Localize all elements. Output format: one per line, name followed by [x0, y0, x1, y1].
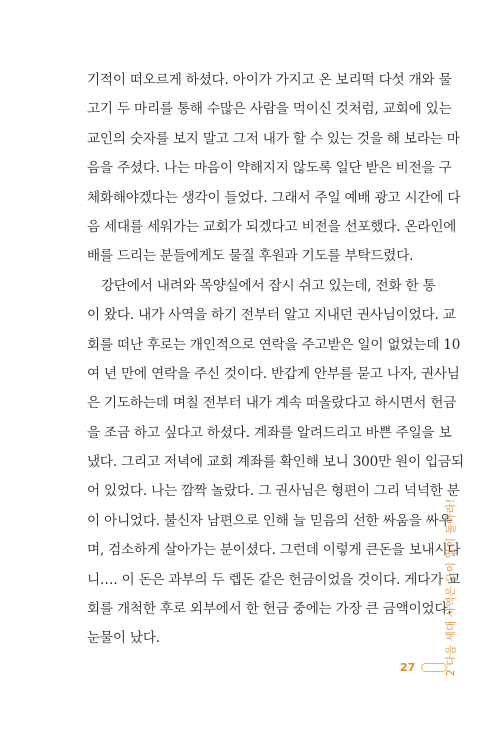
text-line: 기적이 떠오르게 하셨다. 아이가 가지고 온 보리떡 다섯 개와 물	[87, 72, 452, 88]
text-line: 교인의 숫자를 보지 말고 그저 내가 할 수 있는 것을 해 보라는 마	[87, 130, 460, 147]
text-line: 고기 두 마리를 통해 수많은 사람을 먹이신 것처럼, 교회에 있는	[87, 101, 452, 118]
text-line: 이 왔다. 내가 사역을 하기 전부터 알고 지내던 권사님이었다. 교	[87, 307, 456, 324]
page-number: 27	[400, 661, 416, 674]
text-line: 니…. 이 돈은 과부의 두 렙돈 같은 헌금이었을 것이다. 게다가 교	[87, 571, 461, 588]
page-footer	[400, 661, 447, 674]
text-line: 어 있었다. 나는 깜짝 놀랐다. 그 권사님은 형편이 그리 넉넉한 분	[87, 483, 460, 500]
text-line: 며, 검소하게 살아가는 분이셨다. 그런데 이렇게 큰돈을 보내시다	[87, 542, 461, 559]
chapter-side-label: 2 다음 세대 사역은 모이 없이 돌아라!	[445, 498, 457, 676]
text-line: 여 년 만에 연락을 주신 것이다. 반갑게 안부를 묻고 나자, 권사님	[87, 365, 460, 382]
text-line: 눈물이 났다.	[87, 630, 160, 647]
text-line: 회를 떠난 후로는 개인적으로 연락을 주고받은 일이 없었는데 10	[87, 336, 461, 353]
paragraph-1	[87, 66, 461, 272]
text-line: 회를 개척한 후로 외부에서 한 헌금 중에는 가장 큰 금액이었다.	[87, 601, 452, 618]
text-line: 음 세대를 세워가는 교회가 되겠다고 비전을 선포했다. 온라인에	[87, 218, 457, 235]
text-line: 은 기도하는데 며칠 전부터 내가 계속 떠올랐다고 하시면서 헌금	[87, 395, 457, 412]
text-line: 냈다. 그리고 저녁에 교회 계좌를 확인해 보니 300만 원이 입금되	[87, 454, 464, 471]
text-line: 이 아니었다. 불신자 남편으로 인해 늘 믿음의 선한 싸움을 싸우	[87, 512, 452, 529]
text-line: 음을 주셨다. 나는 마음이 약해지지 않도록 일단 받은 비전을 구	[87, 160, 452, 177]
text-line: 강단에서 내려와 목양실에서 잠시 쉬고 있는데, 전화 한 통	[101, 277, 436, 294]
text-line: 을 조금 하고 싶다고 하셨다. 계좌를 알려드리고 바쁜 주일을 보	[87, 424, 452, 441]
text-line: 체화해야겠다는 생각이 들었다. 그래서 주일 예배 광고 시간에 다	[87, 189, 461, 206]
text-line: 배를 드리는 분들에게도 물질 후원과 기도를 부탁드렸다.	[87, 248, 414, 265]
